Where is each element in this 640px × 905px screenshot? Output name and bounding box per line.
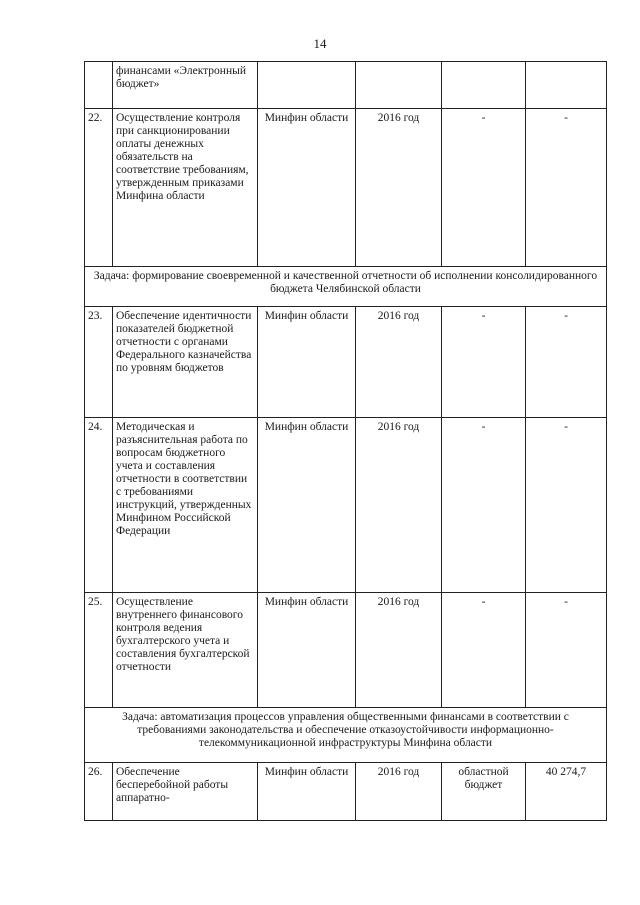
funding-source-cell: -	[442, 109, 526, 267]
amount-cell: 40 274,7	[526, 763, 607, 821]
task-heading: Задача: формирование своевременной и качественной отчетности об исполнении консолидированного бюджета Челябинской области	[85, 267, 607, 307]
term-cell: 2016 год	[356, 763, 442, 821]
measure-name: финансами «Электронный бюджет»	[113, 62, 258, 109]
funding-source-cell: -	[442, 307, 526, 418]
amount-cell: -	[526, 593, 607, 708]
term-cell: 2016 год	[356, 418, 442, 593]
executor-cell: Минфин области	[258, 307, 356, 418]
funding-source-cell: -	[442, 418, 526, 593]
task-row	[85, 267, 607, 307]
table-row	[85, 62, 607, 109]
page-number: 14	[313, 36, 327, 51]
row-number	[85, 62, 113, 109]
amount-cell: -	[526, 109, 607, 267]
table-row	[85, 763, 607, 821]
table-row	[85, 109, 607, 267]
executor-cell	[258, 62, 356, 109]
measure-name: Методическая и разъяснительная работа по вопросам бюджетного учета и составления отчетности в соответствии с требованиями инструкций, утвержденных Минфином Российской Федерации	[113, 418, 258, 593]
executor-cell: Минфин области	[258, 763, 356, 821]
table-row	[85, 418, 607, 593]
measure-name: Осуществление контроля при санкционировании оплаты денежных обязательств на соответствие требованиям, утвержденным приказами Минфина области	[113, 109, 258, 267]
row-number: 24.	[85, 418, 113, 593]
amount-cell: -	[526, 418, 607, 593]
term-cell	[356, 62, 442, 109]
row-number: 22.	[85, 109, 113, 267]
measure-name: Осуществление внутреннего финансового контроля ведения бухгалтерского учета и составления бухгалтерской отчетности	[113, 593, 258, 708]
term-cell: 2016 год	[356, 593, 442, 708]
row-number: 25.	[85, 593, 113, 708]
table-row	[85, 593, 607, 708]
executor-cell: Минфин области	[258, 109, 356, 267]
measures-table	[84, 61, 607, 821]
task-row	[85, 708, 607, 763]
amount-cell: -	[526, 307, 607, 418]
executor-cell: Минфин области	[258, 418, 356, 593]
amount-cell	[526, 62, 607, 109]
term-cell: 2016 год	[356, 307, 442, 418]
funding-source-cell: -	[442, 593, 526, 708]
funding-source-cell: областной бюджет	[442, 763, 526, 821]
term-cell: 2016 год	[356, 109, 442, 267]
measure-name: Обеспечение идентичности показателей бюджетной отчетности с органами Федерального казначейства по уровням бюджетов	[113, 307, 258, 418]
task-heading: Задача: автоматизация процессов управления общественными финансами в соответствии с требованиями законодательства и обеспечение отказоустойчивости информационно-телекоммуникационной инфраструктуры Минфина области	[85, 708, 607, 763]
row-number: 23.	[85, 307, 113, 418]
funding-source-cell	[442, 62, 526, 109]
executor-cell: Минфин области	[258, 593, 356, 708]
measure-name: Обеспечение бесперебойной работы аппаратно-	[113, 763, 258, 821]
row-number: 26.	[85, 763, 113, 821]
table-row	[85, 307, 607, 418]
